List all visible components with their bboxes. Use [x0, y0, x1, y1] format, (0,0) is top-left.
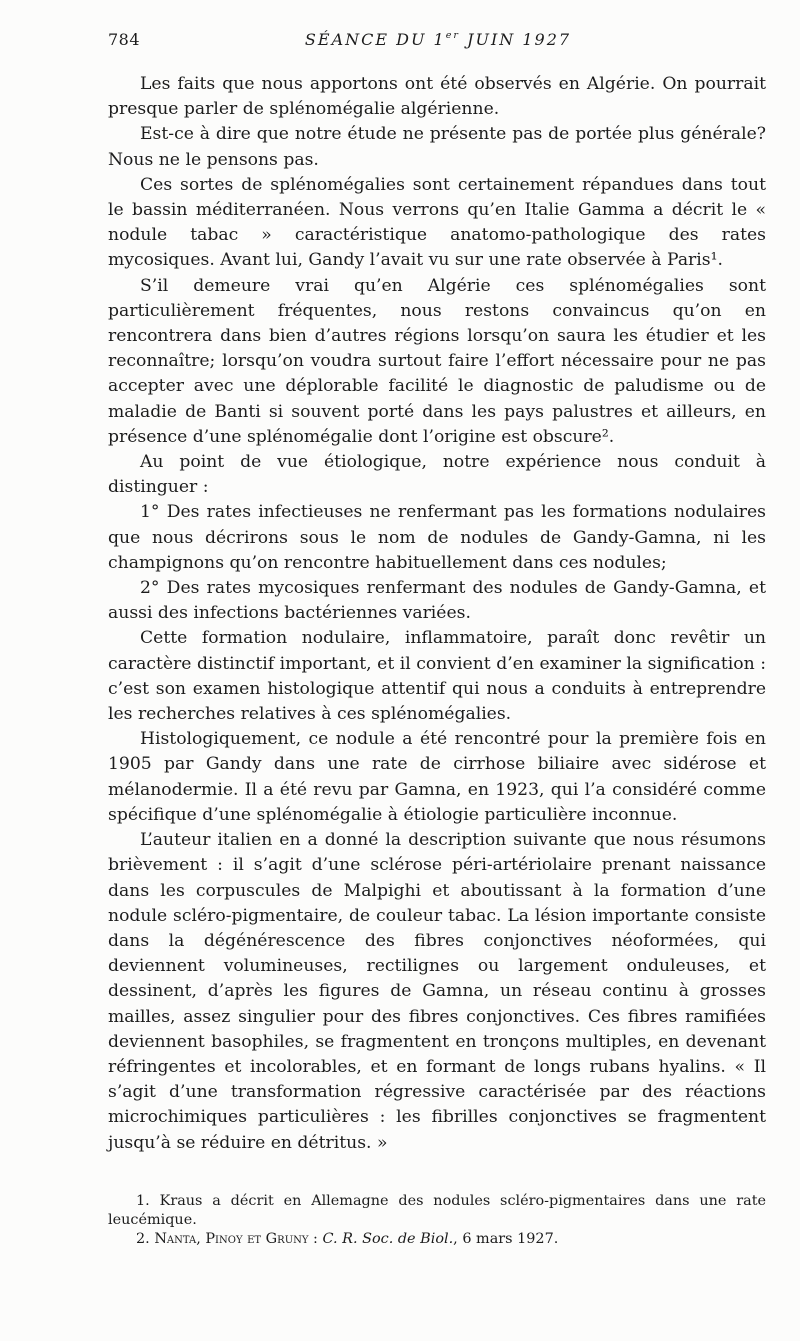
paragraph-infectious-spleens: 1° Des rates infectieuses ne renfermant pas les formations nodulaires que nous décrirons sous le nom de nodules de Gandy-Gamna, ni les champignons qu’on rencontre habituellement dans ces nodules;: [108, 502, 766, 573]
running-head-title: SÉANCE DU 1: [304, 30, 446, 49]
paragraph-mycotic-spleens: 2° Des rates mycosiques renfermant des nodules de Gandy-Gamna, et aussi des infections bactériennes variées.: [108, 578, 766, 624]
paragraph-mediterranean-basin: Ces sortes de splénomégalies sont certainement répandues dans tout le bassin méditerranéen. Nous verrons qu’en Italie Gamma a décrit le « nodule tabac » caractéristique anatomo-pathologique des rates mycosiques. Avant lui, Gandy l’avait vu sur une rate observée à Paris¹.: [108, 174, 766, 271]
paragraph-nodular-formation: Cette formation nodulaire, inflammatoire, paraît donc revêtir un caractère distinctif important, et il convient d’en examiner la signification : c’est son examen histologique attentif qui nous a conduits à entreprendre les recherches relatives à ces splénomégalies.: [108, 628, 766, 725]
paragraph-frequency: S’il demeure vrai qu’en Algérie ces splénomégalies sont particulièrement fréquentes, nous restons convaincus qu’on en rencontrera dans bien d’autres régions lorsqu’on saura les étudier et les reconnaître; lorsqu’on voudra surtout faire l’effort nécessaire pour ne pas accepter avec une déplorable facilité le diagnostic de paludisme ou de maladie de Banti si souvent porté dans les pays palustres et ailleurs, en présence d’une splénomégalie dont l’origine est obscure².: [108, 275, 766, 447]
page-number: 784: [108, 30, 141, 49]
footnote-1: 1. Kraus a décrit en Allemagne des nodules scléro-pigmentaires dans une rate leucémique.: [108, 1193, 766, 1228]
footnote-2: [108, 1230, 766, 1249]
paragraph-histology: Histologiquement, ce nodule a été rencontré pour la première fois en 1905 par Gandy dans une rate de cirrhose biliaire avec sidérose et mélanodermie. Il a été revu par Gamna, en 1923, qui l’a considéré comme spécifique d’une splénomégalie à étiologie particulière inconnue.: [108, 729, 766, 825]
body-text: [108, 72, 766, 1156]
running-head-date: JUIN 1927: [459, 30, 572, 49]
footnote-2-authors: Nanta, Pinoy et Gruny: [154, 1231, 309, 1247]
paragraph-gamna-description: L’auteur italien en a donné la description suivante que nous résumons brièvement : il s’agit d’une sclérose péri-artériolaire prenant naissance dans les corpuscules de Malpighi et aboutissant à la formation d’une nodule scléro-pigmentaire, de couleur tabac. La lésion importante consiste dans la dégénérescence des fibres conjonctives néoformées, qui deviennent volumineuses, rectilignes ou largement onduleuses, et dessinent, d’après les figures de Gamna, un réseau continu à grosses mailles, assez singulier pour des fibres conjonctives. Ces fibres ramifiées deviennent basophiles, se fragmentent en tronçons multiples, en devenant réfringentes et incolorables, et en formant de longs rubans hyalins. « Il s’agit d’une transformation régressive caractérisée par des réactions microchimiques particulières : les fibrilles conjonctives se fragmentent jusqu’à se réduire en détritus. »: [108, 830, 766, 1153]
footnote-2-separator: :: [308, 1231, 323, 1247]
footnote-2-number: 2.: [136, 1231, 155, 1247]
paragraph-algeria-observations: Les faits que nous apportons ont été observés en Algérie. On pourrait presque parler de splénomégalie algérienne.: [108, 74, 766, 120]
paragraph-general-scope: Est-ce à dire que notre étude ne présente pas de portée plus générale? Nous ne le pensons pas.: [108, 124, 766, 170]
running-head: [108, 30, 768, 49]
footnote-2-journal: C. R. Soc. de Biol.: [322, 1231, 454, 1247]
running-head-ordinal: er: [445, 29, 460, 41]
footnotes: [108, 1192, 766, 1249]
paragraph-etiology-intro: Au point de vue étiologique, notre expérience nous conduit à distinguer :: [108, 452, 766, 498]
page-header: [108, 30, 768, 54]
footnote-2-date: , 6 mars 1927.: [453, 1231, 559, 1247]
